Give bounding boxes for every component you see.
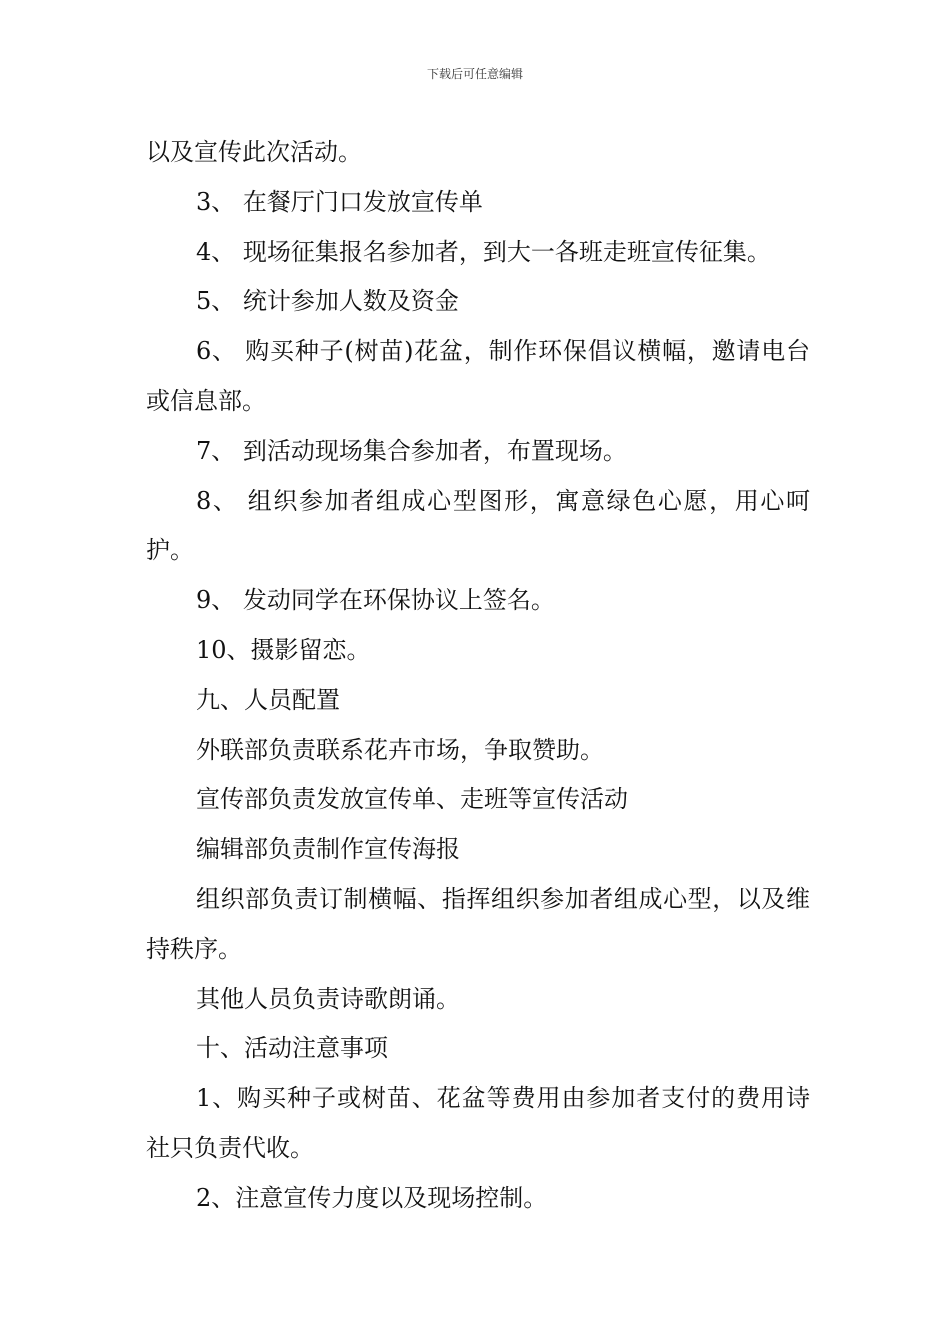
paragraph-13: 编辑部负责制作宣传海报 bbox=[196, 835, 460, 864]
paragraph-1: 以及宣传此次活动。 bbox=[146, 138, 362, 166]
paragraph-18: 2、注意宣传力度以及现场控制。 bbox=[196, 1183, 548, 1212]
paragraph-9: 10、摄影留恋。 bbox=[196, 635, 371, 664]
document-body bbox=[146, 128, 810, 1224]
section-heading-staffing: 九、人员配置 bbox=[196, 685, 340, 714]
paragraph-6: 7、 到活动现场集合参加者，布置现场。 bbox=[196, 436, 627, 465]
paragraph-5: 6、 购买种子(树苗)花盆，制作环保倡议横幅，邀请电台或信息部。 bbox=[146, 337, 810, 415]
paragraph-4: 5、 统计参加人数及资金 bbox=[196, 287, 459, 316]
page-header: 下载后可任意编辑 bbox=[426, 67, 523, 81]
paragraph-12: 宣传部负责发放宣传单、走班等宣传活动 bbox=[196, 785, 628, 814]
paragraph-17: 1、购买种子或树苗、花盆等费用由参加者支付的费用诗社只负责代收。 bbox=[146, 1084, 810, 1162]
paragraph-11: 外联部负责联系花卉市场，争取赞助。 bbox=[196, 735, 604, 764]
paragraph-3: 4、 现场征集报名参加者，到大一各班走班宣传征集。 bbox=[196, 237, 771, 266]
section-heading-notes: 十、活动注意事项 bbox=[196, 1034, 388, 1063]
paragraph-14: 组织部负责订制横幅、指挥组织参加者组成心型，以及维持秩序。 bbox=[146, 884, 810, 963]
paragraph-15: 其他人员负责诗歌朗诵。 bbox=[196, 984, 460, 1013]
paragraph-2: 3、 在餐厅门口发放宣传单 bbox=[196, 187, 483, 216]
paragraph-7: 8、 组织参加者组成心型图形，寓意绿色心愿，用心呵护。 bbox=[146, 486, 810, 565]
paragraph-8: 9、 发动同学在环保协议上签名。 bbox=[196, 586, 555, 615]
